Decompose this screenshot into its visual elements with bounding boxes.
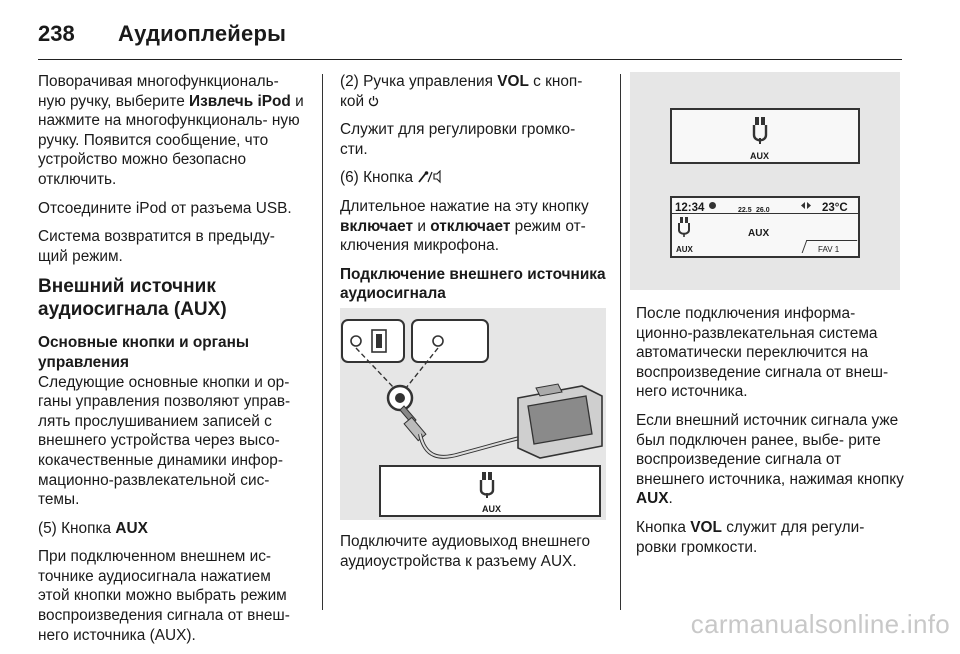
- text: Длительное нажатие на эту кнопку: [340, 197, 589, 215]
- text: (5) Кнопка: [38, 519, 116, 537]
- text: (2) Ручка управления: [340, 73, 498, 90]
- settings-icon: [708, 201, 717, 210]
- connection-illustration: [340, 308, 606, 520]
- term-on: включает: [340, 217, 414, 235]
- subheading-controls: Основные кнопки и органы управления: [38, 334, 250, 371]
- watermark: carmanualsonline.info: [690, 609, 950, 639]
- subheading-connect: Подключение внешнего источника аудиосигнала: [340, 265, 606, 303]
- aux-term: AUX: [636, 490, 669, 508]
- paragraph-eject-ipod: [38, 72, 306, 190]
- paragraph-auto-switch: После подключения информа- ционно-развлекательная система автоматически переключится на воспроизведение сигнала от внеш- него источника.: [636, 305, 889, 401]
- page-title: Аудиоплейеры: [118, 21, 287, 46]
- display-screen-aux: [670, 108, 860, 164]
- column-3: [636, 72, 906, 566]
- text: и: [413, 217, 431, 235]
- paragraph-already-connected: [636, 411, 906, 509]
- phone-mute-icon: [417, 170, 443, 184]
- text: с кноп- кой: [340, 73, 583, 110]
- climate-right: 26.0: [756, 207, 770, 214]
- aux-label: AUX: [750, 151, 770, 161]
- page-header: [38, 14, 286, 54]
- paragraph-disconnect: Отсоедините iPod от разъема USB.: [38, 199, 292, 217]
- outside-temp: 23°C: [822, 202, 848, 214]
- paragraph-return: Система возвратится в предыду- щий режим.: [38, 228, 275, 265]
- text: Кнопка: [636, 518, 691, 536]
- text: (6) Кнопка: [340, 169, 418, 187]
- display-illustration: [630, 72, 900, 290]
- menu-term-eject-ipod: Извлечь iPod: [189, 92, 291, 110]
- climate-left: 22.5: [738, 207, 752, 214]
- column-2: [340, 72, 606, 580]
- display-screen-main: [670, 196, 860, 258]
- clock: 12:34: [675, 202, 705, 214]
- column-divider-2: [620, 74, 621, 610]
- aux-small-icon: [678, 216, 690, 238]
- aux-small-label: AUX: [676, 245, 693, 254]
- vol-term: VOL: [690, 518, 722, 536]
- paragraph-aux-button: [38, 519, 306, 539]
- header-rule: [38, 59, 902, 60]
- paragraph-vol: [636, 518, 906, 557]
- section-heading-aux: Внешний источник аудиосигнала (AUX): [38, 276, 227, 321]
- paragraph-controls: Следующие основные кнопки и ор- ганы управления позволяют управ- лять прослушиванием записей с внешнего устройства через высо- кокачественные динамики инфор- мационно-развлекательной сис- темы.: [38, 373, 291, 509]
- aux-mid-label: AUX: [748, 228, 770, 239]
- aux-term: AUX: [115, 519, 148, 537]
- text: служит для регули- ровки громкости.: [636, 518, 865, 556]
- column-1: [38, 72, 306, 654]
- figure-caption: Подключите аудиовыход внешнего аудиоустройства к разъему AUX.: [340, 532, 591, 570]
- paragraph-mute-button: [340, 168, 606, 188]
- vol-term: VOL: [497, 73, 529, 90]
- text: Если внешний источник сигнала уже был подключен ранее, выбе- рите воспроизведение сигнала от внешнего источника, нажимая кнопку: [636, 411, 904, 488]
- text: и нажмите на многофункциональ- ную ручку. Появится сообщение, что устройство можно безопасно отключить.: [38, 92, 304, 188]
- power-icon: [368, 95, 379, 107]
- fan-icon: [800, 201, 812, 210]
- paragraph-mute-desc: [340, 197, 606, 256]
- column-divider-1: [322, 74, 323, 610]
- paragraph-aux-desc: При подключенном внешнем ис- точнике аудиосигнала нажатием этой кнопки можно выбрать режим воспроизведения сигнала от внеш- него источника (AUX).: [38, 548, 290, 644]
- paragraph-vol-knob: [340, 72, 606, 111]
- paragraph-volume: Служит для регулировки громко- сти.: [340, 121, 576, 158]
- page-number: 238: [38, 21, 75, 46]
- aux-symbol-icon: [752, 116, 768, 146]
- connection-drawing: [340, 308, 606, 520]
- fig-aux-label: AUX: [482, 503, 502, 514]
- text: .: [668, 490, 673, 508]
- term-off: отключает: [430, 217, 511, 235]
- text: режим от- ключения микрофона.: [340, 217, 586, 255]
- fav-label: FAV 1: [818, 245, 840, 254]
- text: Поворачивая многофункциональ- ную ручку, выберите: [38, 73, 279, 110]
